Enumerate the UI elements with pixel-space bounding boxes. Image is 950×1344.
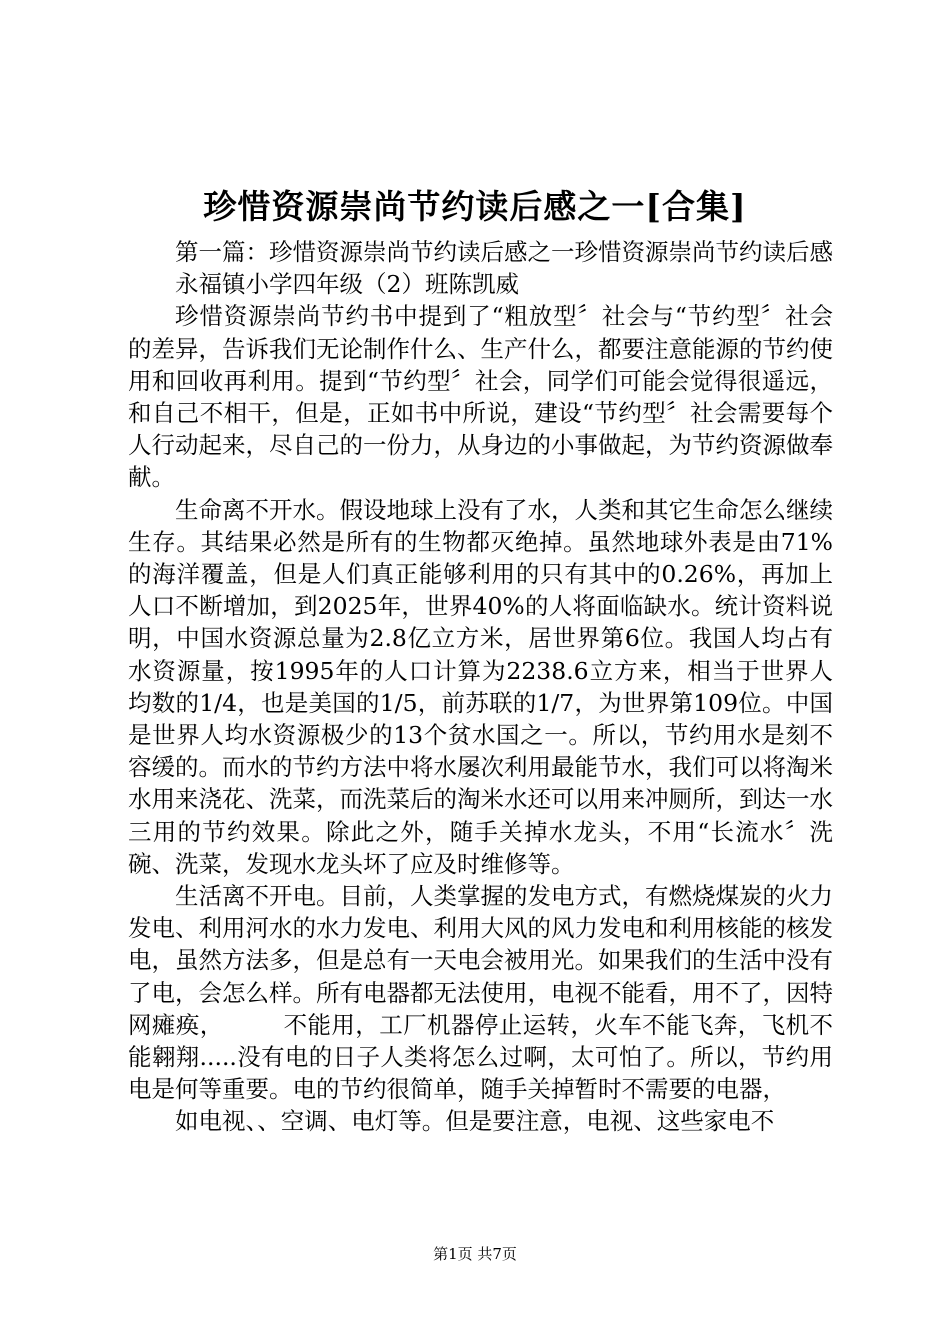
paragraph-author-line: 永福镇小学四年级（2）班陈凯威 xyxy=(175,270,519,299)
document-body xyxy=(128,236,833,1138)
page-number-footer: 第1页 共7页 xyxy=(433,1245,517,1263)
paragraph-heading-line: 第一篇：珍惜资源崇尚节约读后感之一珍惜资源崇尚节约读后感 xyxy=(175,238,833,266)
paragraph-electricity: 生活离不开电。目前，人类掌握的发电方式，有燃烧煤炭的火力发电、利用河水的水力发电、利用大风的风力发电和利用核能的核发电，虽然方法多，但是总有一天电会被用光。如果我们的生活中没有了电，会怎么样。所有电器都无法使用，电视不能看，用不了，因特网瘫痪， 不能用，工厂机器停止运转，火车不能飞奔，飞机不能翱翔.....没有电的日子人类将怎么过啊，太可怕了。所以，节约用电是何等重要。电的节约很简单，随手关掉暂时不需要的电器， xyxy=(128,882,833,1104)
paragraph-appliances: 如电视、、空调、电灯等。但是要注意，电视、这些家电不 xyxy=(175,1107,775,1136)
paragraph-intro: 珍惜资源崇尚节约书中提到了“粗放型〞社会与“节约型〞社会的差异，告诉我们无论制作什么、生产什么，都要注意能源的节约使用和回收再利用。提到“节约型〞社会，同学们可能会觉得很遥远，和自己不相干，但是，正如书中所说，建设“节约型〞社会需要每个人行动起来，尽自己的一份力，从身边的小事做起，为节约资源做奉献。 xyxy=(128,302,833,492)
document-title: 珍惜资源崇尚节约读后感之一[合集] xyxy=(203,187,747,226)
paragraph-water: 生命离不开水。假设地球上没有了水，人类和其它生命怎么继续生存。其结果必然是所有的生物都灭绝掉。虽然地球外表是由71%的海洋覆盖，但是人们真正能够利用的只有其中的0.26%，再加上人口不断增加，到2025年，世界40%的人将面临缺水。统计资料说明，中国水资源总量为2.8亿立方米，居世界第6位。我国人均占有水资源量，按1995年的人口计算为2238.6立方来，相当于世界人均数的1/4，也是美国的1/5，前苏联的1/7，为世界第109位。中国是世界人均水资源极少的13个贫水国之一。所以，节约用水是刻不容缓的。而水的节约方法中将水屡次利用最能节水，我们可以将淘米水用来浇花、洗菜，而洗菜后的淘米水还可以用来冲厕所，到达一水三用的节约效果。除此之外，随手关掉水龙头，不用“长流水〞洗碗、洗菜，发现水龙头坏了应及时维修等。 xyxy=(128,495,833,878)
